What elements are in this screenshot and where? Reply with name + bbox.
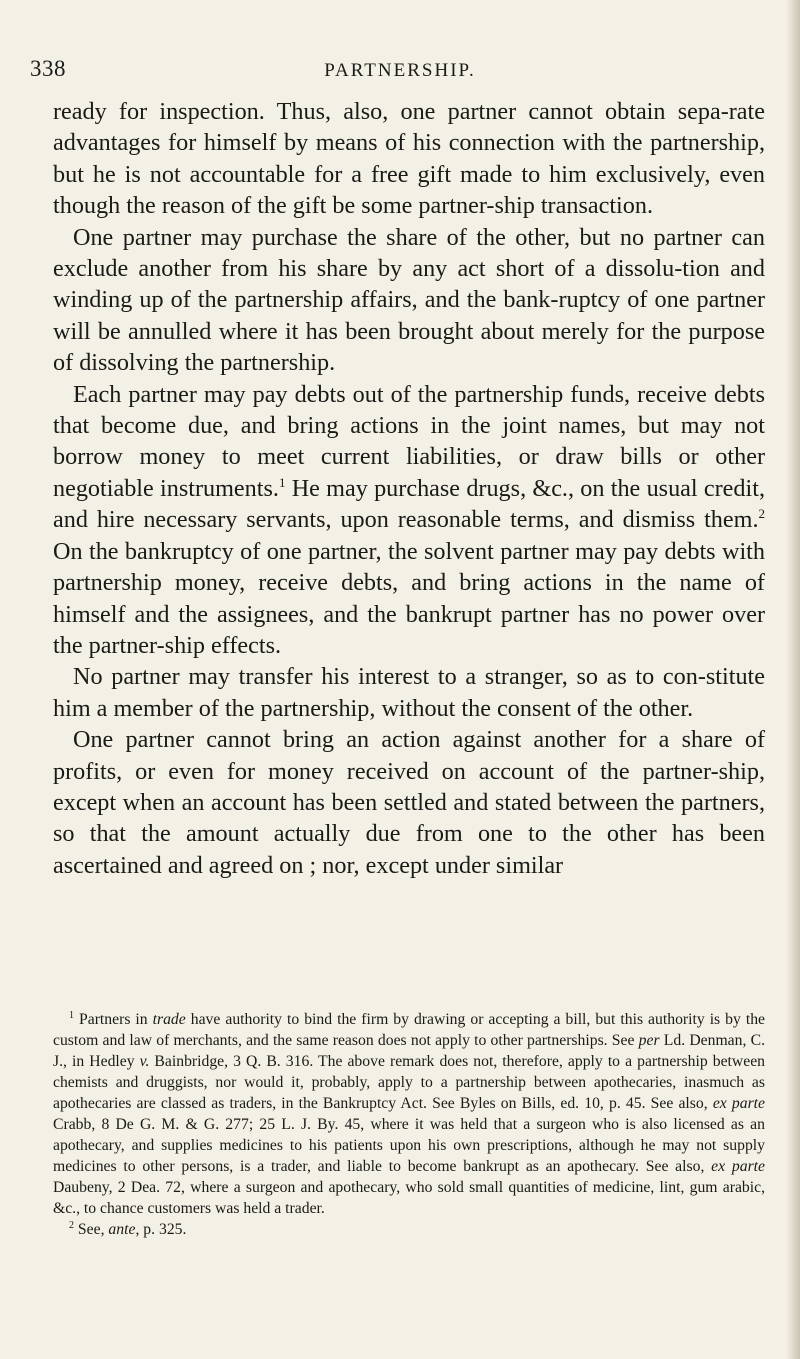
paragraph-inspection: ready for inspection. Thus, also, one partner cannot obtain sepa-rate advantages for himself by means of his connection with the partnership, but he is not accountable for a free gift made to him exclusively, even though the reason of the gift be some partner-ship transaction. xyxy=(53,98,765,220)
footnote-1-italic: ex parte xyxy=(711,1158,765,1175)
footnote-1-italic: ex parte xyxy=(712,1095,766,1112)
footnote-1-text: Crabb, 8 De G. M. & G. 277; 25 L. J. By. 45, where it was held that a surgeon who is also licensed as an apothecary, and supplies medicines to his patients upon his own prescriptions, although he may not supply medicines to other persons, is a trader, and liable to become bankrupt as an apothecary. See also, xyxy=(53,1116,765,1175)
each-partner-text-2: He may purchase drugs, &c., on the usual credit, and hire necessary servants, upon reasonable terms, and dismiss them. xyxy=(53,474,765,534)
footnote-1-text: Ld. Denman, C. J., in Hedley xyxy=(53,1032,765,1070)
footnote-1-text: Bainbridge, 3 Q. B. 316. The above remark does not, therefore, apply to a partnership between chemists and druggists, nor would it, probably, apply to a partnership between apothecaries, inasmuch as apothecaries are classed as traders, in the Bankruptcy Act. See Byles on Bills, ed. 10, p. 45. See also, xyxy=(53,1053,765,1112)
footnote-2-text: See, xyxy=(77,1221,109,1238)
each-partner-text-3: On the bankruptcy of one partner, the solvent partner may pay debts with partnership money, receive debts, and bring actions in the name of himself and the assignees, and the bankrupt partner has no power over the partner-ship effects. xyxy=(53,537,765,659)
footnote-1-text: have authority to bind the firm by drawing or accepting a bill, but this authority is by the custom and law of merchants, and the same reason does not apply to other partnerships. See xyxy=(53,1011,766,1049)
footnote-1 xyxy=(53,1009,765,1219)
footnote-1-marker: 1 xyxy=(69,1009,74,1021)
footnote-1-text: Partners in xyxy=(79,1011,153,1028)
footnote-2-italic: ante xyxy=(108,1221,136,1238)
footnote-ref-2: 2 xyxy=(758,506,765,522)
footnote-1-italic: per xyxy=(638,1032,660,1049)
footnote-2 xyxy=(53,1219,765,1240)
running-head: PARTNERSHIP. xyxy=(324,60,476,81)
paragraph-purchase-share: One partner may purchase the share of the other, but no partner can exclude another from his share by any act short of a dissolu-tion and winding up of the partnership affairs, and the bank-ruptcy of one partner will be annulled where it has been brought about merely for the purpose of dissolving the partnership. xyxy=(53,223,765,377)
paragraph-action-share: One partner cannot bring an action against another for a share of profits, or even for money received on account of the partner-ship, except when an account has been settled and stated between the partners, so that the amount actually due from one to the other has been ascertained and agreed on ; nor, except under similar xyxy=(53,726,765,879)
paragraph-transfer-interest: No partner may transfer his interest to a stranger, so as to con-stitute him a member of the partnership, without the consent of the other. xyxy=(53,663,765,722)
footnote-2-marker: 2 xyxy=(69,1219,74,1231)
footnotes xyxy=(53,1009,765,1240)
paragraph-each-partner xyxy=(53,379,765,662)
footnote-1-text: Daubeny, 2 Dea. 72, where a surgeon and apothecary, who sold small quantities of medicine, lint, gum arabic, &c., to chance customers was held a trader. xyxy=(53,1179,765,1217)
page-number: 338 xyxy=(30,56,66,81)
footnote-ref-1: 1 xyxy=(278,474,286,490)
footnote-1-italic: trade xyxy=(152,1011,186,1028)
each-partner-text-1: Each partner may pay debts out of the partnership funds, receive debts that become due, and bring actions in the joint names, but may not borrow money to meet current liabilities, or draw bills or other negotiable instruments. xyxy=(53,380,765,502)
footnote-2-text: , p. 325. xyxy=(135,1221,187,1238)
page-edge-shadow xyxy=(786,0,800,1359)
body-text xyxy=(53,96,765,881)
footnote-1-italic: v. xyxy=(139,1053,150,1070)
